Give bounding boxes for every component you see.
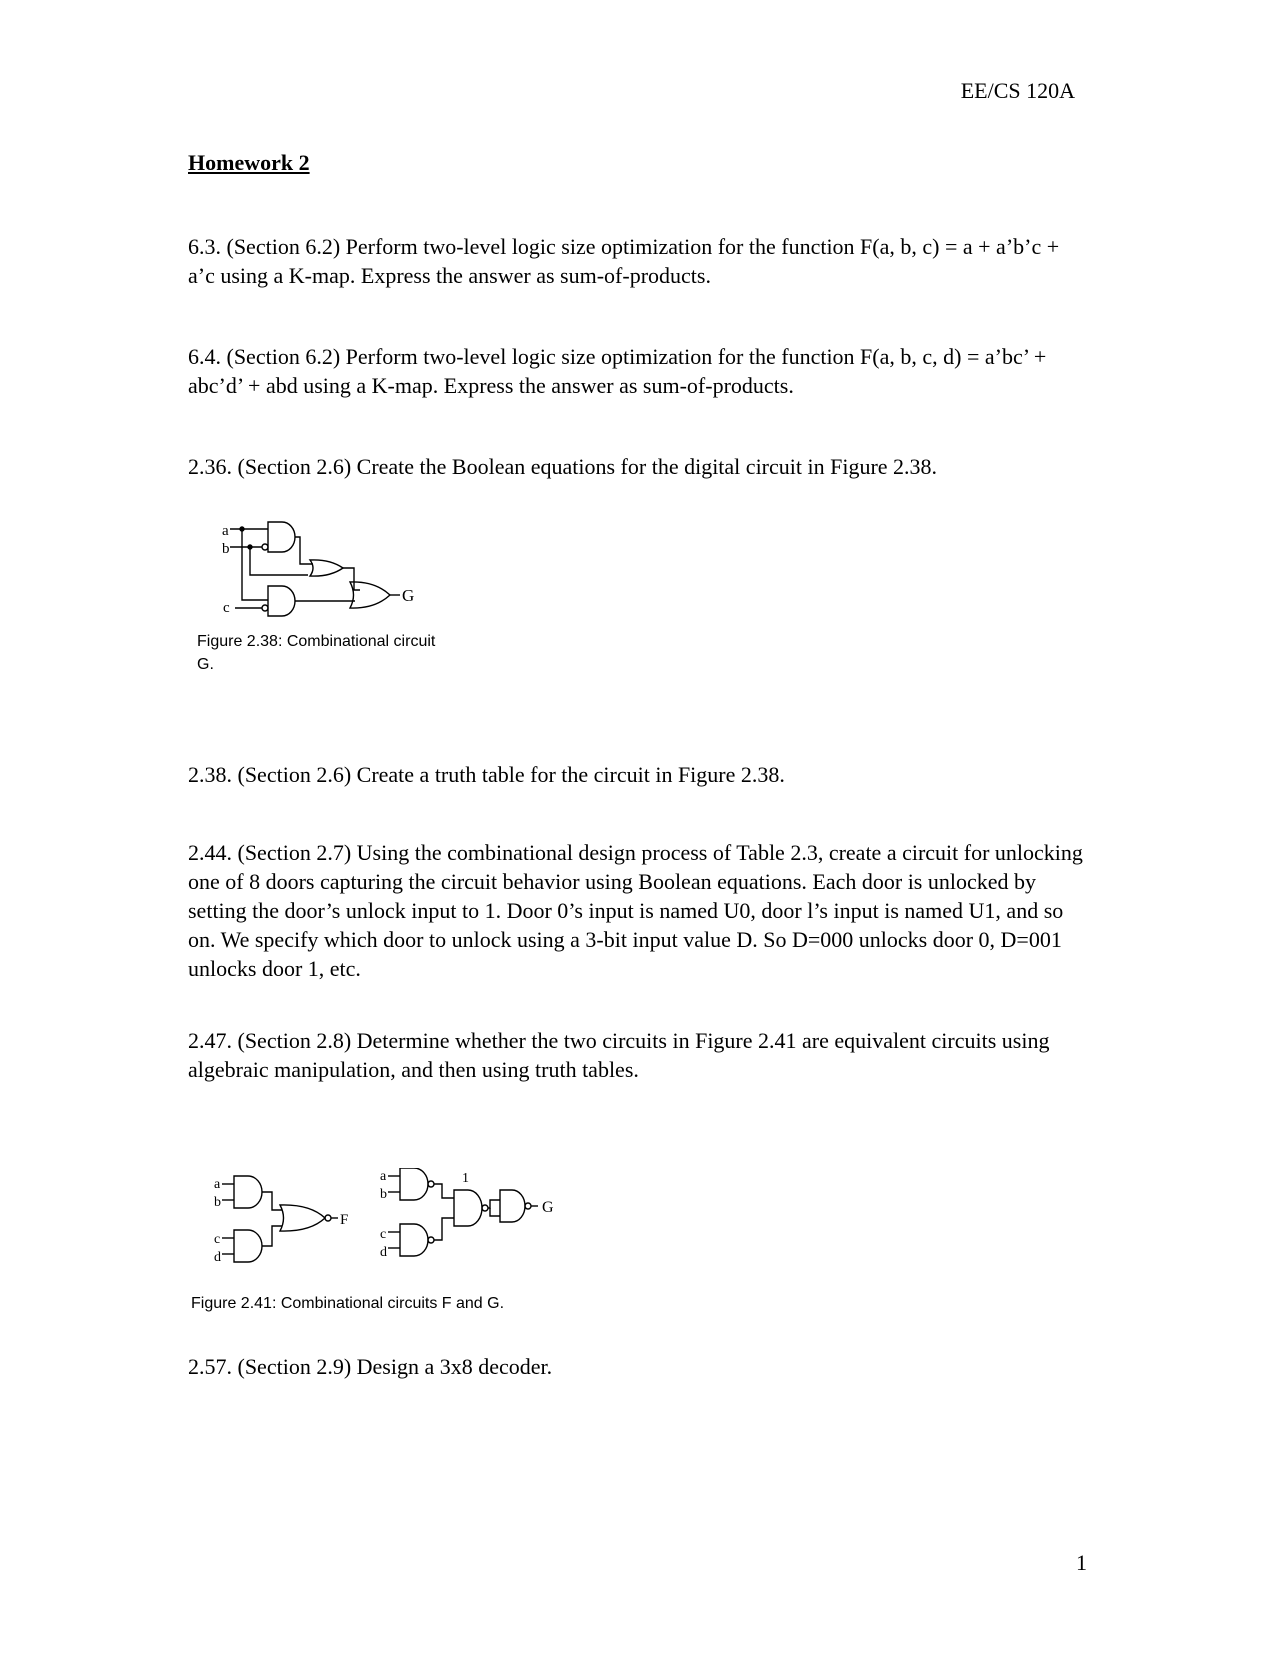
- figure-2-41-circuits: [200, 1168, 590, 1280]
- course-header: EE/CS 120A: [960, 78, 1075, 103]
- fig241-g-label-d: d: [380, 1245, 387, 1260]
- fig241-label-1: 1: [462, 1171, 469, 1186]
- fig238-label-g: G: [402, 586, 415, 605]
- problem-6-3: 6.3. (Section 6.2) Perform two-level logic size optimization for the function F(a, b, c) = a + a’b’c + a’c using a K-map. Express the answer as sum-of-products.: [188, 234, 1060, 288]
- fig241-g-label-a: a: [380, 1169, 387, 1184]
- figure-2-38-circuit: [190, 520, 490, 620]
- fig241-label-g: G: [542, 1199, 554, 1216]
- problem-2-57: 2.57. (Section 2.9) Design a 3x8 decoder.: [188, 1354, 553, 1379]
- fig241-g-label-c: c: [380, 1227, 387, 1242]
- fig241-f-label-b: b: [214, 1195, 221, 1210]
- problem-2-47: 2.47. (Section 2.8) Determine whether the two circuits in Figure 2.41 are equivalent circuits using algebraic manipulation, and then using truth tables.: [188, 1028, 1050, 1082]
- fig241-label-f: F: [340, 1212, 349, 1228]
- fig241-f-label-d: d: [214, 1250, 221, 1265]
- fig241-f-label-c: c: [214, 1232, 221, 1247]
- fig238-label-a: a: [222, 523, 229, 539]
- problem-2-44: 2.44. (Section 2.7) Using the combinational design process of Table 2.3, create a circuit for unlocking one of 8 doors capturing the circuit behavior using Boolean equations. Each door is unlocked by setting the door’s unlock input to 1. Door 0’s input is named U0, door l’s input is named U1, and so on. We specify which door to unlock using a 3-bit input value D. So D=000 unlocks door 0, D=001 unlocks door 1, etc.: [188, 840, 1083, 981]
- figure-2-38-caption: Figure 2.38: Combinational circuit G.: [197, 633, 436, 673]
- fig238-label-b: b: [222, 541, 230, 557]
- page-number: 1: [1076, 1550, 1087, 1575]
- fig238-label-c: c: [223, 600, 230, 616]
- problem-2-36: 2.36. (Section 2.6) Create the Boolean equations for the digital circuit in Figure 2.38.: [188, 454, 938, 479]
- fig241-f-label-a: a: [214, 1177, 221, 1192]
- figure-2-41-caption: Figure 2.41: Combinational circuits F and G.: [191, 1295, 505, 1312]
- page-title: Homework 2: [188, 150, 310, 175]
- fig241-g-label-b: b: [380, 1187, 387, 1202]
- problem-2-38: 2.38. (Section 2.6) Create a truth table for the circuit in Figure 2.38.: [188, 762, 785, 787]
- problem-6-4: 6.4. (Section 6.2) Perform two-level logic size optimization for the function F(a, b, c, d) = a’bc’ + abc’d’ + abd using a K-map. Express the answer as sum-of-products.: [188, 344, 1047, 398]
